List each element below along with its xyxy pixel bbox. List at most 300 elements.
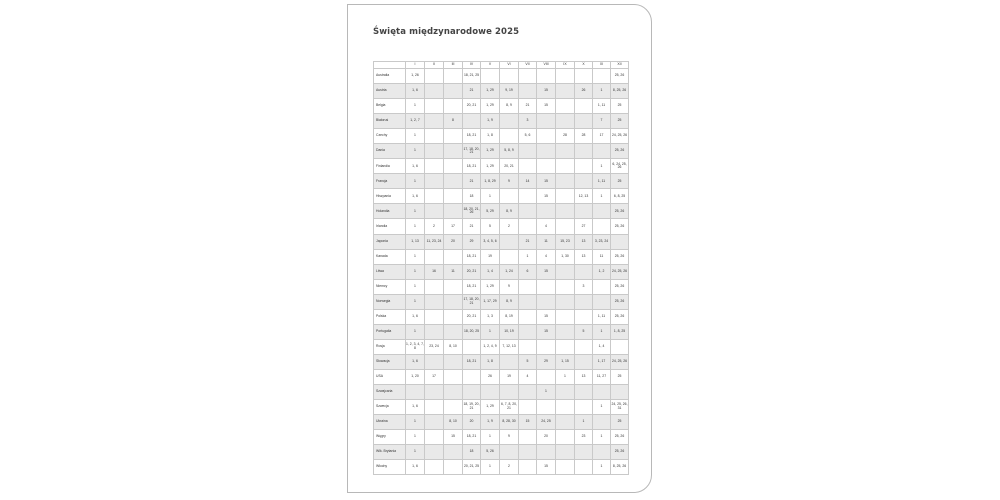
holiday-cell (575, 400, 593, 415)
holiday-cell (444, 460, 463, 475)
holiday-cell: 1 (593, 460, 611, 475)
holiday-cell: 1 (406, 174, 425, 189)
holiday-cell (444, 324, 463, 339)
holiday-cell: 15, 23 (556, 234, 575, 249)
holiday-cell: 18, 19, 20, 21 (463, 400, 481, 415)
holiday-cell: 5 (575, 324, 593, 339)
holiday-cell: 20, 21 (463, 99, 481, 114)
country-name: Włochy (374, 460, 406, 475)
holiday-cell (425, 460, 444, 475)
table-row (374, 84, 629, 99)
holiday-cell (500, 249, 519, 264)
holiday-cell (444, 369, 463, 384)
country-name: Austria (374, 84, 406, 99)
holiday-cell: 8, 9 (500, 294, 519, 309)
holiday-cell (500, 114, 519, 129)
holiday-cell (537, 204, 556, 219)
holiday-cell: 1 (406, 144, 425, 159)
holiday-cell: 15 (537, 264, 556, 279)
holiday-cell: 8, 9 (500, 204, 519, 219)
month-header: XI (593, 62, 611, 69)
holiday-cell (519, 159, 537, 174)
table-row (374, 445, 629, 460)
month-header: I (406, 62, 425, 69)
country-name: Irlandia (374, 219, 406, 234)
holiday-cell (556, 219, 575, 234)
table-header-row (374, 62, 629, 69)
month-header: III (444, 62, 463, 69)
holiday-cell (575, 309, 593, 324)
holiday-cell (537, 129, 556, 144)
holiday-cell: 5, 26 (481, 445, 500, 460)
holiday-cell (519, 219, 537, 234)
holiday-cell (556, 114, 575, 129)
holiday-cell: 20, 21 (463, 264, 481, 279)
holiday-cell: 24, 25 (537, 415, 556, 430)
table-row (374, 249, 629, 264)
holiday-cell: 7, 12, 13 (500, 339, 519, 354)
holiday-cell: 25, 26 (611, 309, 629, 324)
holiday-cell: 2 (425, 219, 444, 234)
table-row (374, 174, 629, 189)
table-row (374, 99, 629, 114)
holiday-cell (611, 234, 629, 249)
holiday-cell (444, 99, 463, 114)
holiday-cell (463, 114, 481, 129)
holiday-cell (575, 99, 593, 114)
holiday-cell: 28 (575, 129, 593, 144)
holiday-cell: 14 (519, 174, 537, 189)
holiday-cell (556, 400, 575, 415)
holiday-cell (537, 69, 556, 84)
holiday-cell: 25, 26 (611, 249, 629, 264)
month-header: VI (500, 62, 519, 69)
holiday-cell: 1 (519, 249, 537, 264)
holiday-cell: 15 (537, 99, 556, 114)
month-header: XII (611, 62, 629, 69)
holiday-cell (425, 144, 444, 159)
holiday-cell (611, 384, 629, 399)
holiday-cell: 23 (575, 430, 593, 445)
holiday-cell: 18, 21 (463, 159, 481, 174)
holiday-cell: 4 (537, 219, 556, 234)
holiday-cell: 1, 6 (406, 84, 425, 99)
holiday-cell: 29 (463, 234, 481, 249)
holiday-cell (519, 324, 537, 339)
holiday-cell (519, 84, 537, 99)
table-row (374, 339, 629, 354)
holiday-cell: 1, 29 (481, 279, 500, 294)
holiday-cell: 17 (444, 219, 463, 234)
holiday-cell (463, 369, 481, 384)
holiday-cell: 9 (500, 279, 519, 294)
holiday-cell (556, 279, 575, 294)
table-row (374, 415, 629, 430)
holiday-cell (444, 309, 463, 324)
holiday-cell (500, 384, 519, 399)
holiday-cell: 15 (519, 415, 537, 430)
table-row (374, 234, 629, 249)
holiday-cell: 9 (500, 430, 519, 445)
holiday-cell (575, 174, 593, 189)
holiday-cell (519, 445, 537, 460)
holiday-cell (519, 204, 537, 219)
holiday-cell: 1 (406, 430, 425, 445)
holiday-cell: 18, 21 (463, 354, 481, 369)
holiday-cell (500, 189, 519, 204)
holiday-cell: 1, 20 (406, 369, 425, 384)
holiday-cell: 1, 24 (500, 264, 519, 279)
holiday-cell (444, 174, 463, 189)
page-title: Święta międzynarodowe 2025 (373, 27, 520, 37)
holiday-cell: 15 (537, 324, 556, 339)
holiday-cell: 25 (611, 114, 629, 129)
holiday-cell (556, 84, 575, 99)
holiday-cell (444, 159, 463, 174)
month-header: VII (519, 62, 537, 69)
holiday-cell: 13 (575, 249, 593, 264)
table-row (374, 189, 629, 204)
holiday-cell: 8, 10 (444, 339, 463, 354)
holiday-cell (556, 339, 575, 354)
holiday-cell: 1 (593, 84, 611, 99)
holiday-cell (537, 294, 556, 309)
holiday-cell (537, 159, 556, 174)
holiday-cell (593, 294, 611, 309)
country-name: Słowacja (374, 354, 406, 369)
holiday-cell: 2 (500, 460, 519, 475)
country-name: Wlk. Brytania (374, 445, 406, 460)
holiday-cell (444, 144, 463, 159)
holiday-cell (556, 415, 575, 430)
holiday-cell (519, 339, 537, 354)
holiday-cell: 20, 21 (500, 159, 519, 174)
holiday-cell (444, 84, 463, 99)
holiday-cell: 15 (537, 189, 556, 204)
calendar-page (347, 4, 652, 493)
holiday-cell: 18, 21 (463, 430, 481, 445)
holiday-cell (444, 445, 463, 460)
holiday-cell: 1, 6 (406, 354, 425, 369)
country-name: Hiszpania (374, 189, 406, 204)
holiday-cell (425, 189, 444, 204)
holiday-cell: 1, 11 (593, 309, 611, 324)
holiday-cell (556, 99, 575, 114)
holiday-cell (444, 279, 463, 294)
holiday-cell: 15 (537, 309, 556, 324)
holiday-cell: 29 (537, 354, 556, 369)
holiday-cell: 3, 23, 24 (593, 234, 611, 249)
holiday-cell: 18, 20, 25 (463, 324, 481, 339)
holiday-cell: 1, 6 (406, 189, 425, 204)
holiday-cell: 25, 26 (611, 144, 629, 159)
holiday-cell: 1 (406, 249, 425, 264)
holiday-cell: 5 (481, 219, 500, 234)
holiday-cell (500, 354, 519, 369)
holiday-cell (556, 159, 575, 174)
holiday-cell (444, 384, 463, 399)
holiday-cell: 5, 6 (519, 129, 537, 144)
month-header: IX (556, 62, 575, 69)
holiday-cell (575, 460, 593, 475)
holiday-cell (537, 339, 556, 354)
holiday-cell: 5, 29 (481, 204, 500, 219)
holiday-cell: 25 (611, 99, 629, 114)
holiday-cell (425, 204, 444, 219)
holiday-cell: 17, 18, 20, 21 (463, 144, 481, 159)
holiday-cell (481, 384, 500, 399)
holiday-cell (519, 144, 537, 159)
holiday-cell (444, 249, 463, 264)
holiday-cell: 1, 29 (481, 400, 500, 415)
holiday-cell (519, 460, 537, 475)
holiday-cell: 16 (425, 264, 444, 279)
country-name: Szwecja (374, 400, 406, 415)
country-name: Japonia (374, 234, 406, 249)
country-name: Polska (374, 309, 406, 324)
holiday-cell: 3 (575, 279, 593, 294)
holiday-cell: 1, 6 (406, 159, 425, 174)
holiday-cell: 1, 6 (406, 309, 425, 324)
holiday-cell (537, 279, 556, 294)
holiday-cell (444, 354, 463, 369)
holiday-cell (556, 189, 575, 204)
holiday-cell: 1, 13 (406, 234, 425, 249)
holiday-cell: 26 (481, 369, 500, 384)
country-name: Norwegia (374, 294, 406, 309)
holiday-cell: 1 (593, 189, 611, 204)
holiday-cell: 9, 19 (500, 84, 519, 99)
holiday-cell: 21 (463, 84, 481, 99)
country-name: Kanada (374, 249, 406, 264)
holiday-cell: 25, 26 (611, 69, 629, 84)
holiday-cell: 1 (593, 430, 611, 445)
holiday-cell: 17, 18, 20, 21 (463, 294, 481, 309)
holiday-cell: 24, 25, 26 (611, 129, 629, 144)
holiday-cell: 8, 28, 30 (500, 415, 519, 430)
table-row (374, 430, 629, 445)
holiday-cell: 6, 7, 8, 20, 21 (500, 400, 519, 415)
holiday-cell: 21 (463, 219, 481, 234)
holiday-cell: 4 (519, 369, 537, 384)
holiday-cell: 12, 13 (575, 189, 593, 204)
holiday-cell (556, 264, 575, 279)
holiday-cell: 1 (406, 204, 425, 219)
holiday-cell (500, 234, 519, 249)
holiday-cell: 20, 21, 25 (463, 460, 481, 475)
holiday-cell: 1 (593, 159, 611, 174)
holiday-cell: 8, 25, 26 (611, 460, 629, 475)
holiday-cell (575, 264, 593, 279)
holiday-cell: 25, 26 (611, 294, 629, 309)
holiday-cell: 1, 6 (406, 400, 425, 415)
holiday-cell: 1, 15 (556, 354, 575, 369)
holiday-cell: 18 (463, 189, 481, 204)
table-row (374, 69, 629, 84)
month-header: IV (463, 62, 481, 69)
holiday-cell: 18, 21 (463, 279, 481, 294)
holiday-cell (519, 69, 537, 84)
holiday-cell (406, 384, 425, 399)
holiday-cell (556, 204, 575, 219)
holiday-cell: 11 (537, 234, 556, 249)
table-row (374, 294, 629, 309)
holiday-cell (425, 294, 444, 309)
holiday-cell (425, 69, 444, 84)
holiday-cell (575, 339, 593, 354)
holiday-cell (425, 445, 444, 460)
holiday-cell: 17 (593, 129, 611, 144)
holiday-cell: 18, 21, 25 (463, 69, 481, 84)
holiday-cell (556, 445, 575, 460)
holiday-cell: 6 (519, 264, 537, 279)
holiday-cell (519, 400, 537, 415)
holiday-cell: 24, 25, 26, 31 (611, 400, 629, 415)
holiday-cell: 13 (575, 234, 593, 249)
holiday-cell (556, 309, 575, 324)
holiday-cell (425, 174, 444, 189)
holiday-cell (500, 129, 519, 144)
holiday-cell (575, 114, 593, 129)
holiday-cell: 4 (537, 249, 556, 264)
holiday-cell: 25, 26 (611, 430, 629, 445)
holiday-cell (537, 445, 556, 460)
holiday-cell: 1 (406, 294, 425, 309)
holiday-cell: 18, 21 (463, 129, 481, 144)
holiday-cell (444, 129, 463, 144)
holiday-cell (425, 384, 444, 399)
holiday-cell: 24, 25, 26 (611, 264, 629, 279)
holiday-cell (425, 415, 444, 430)
holiday-cell: 7 (593, 114, 611, 129)
month-header: X (575, 62, 593, 69)
holiday-cell (463, 339, 481, 354)
holiday-cell: 11 (444, 264, 463, 279)
holiday-cell: 20, 21 (463, 309, 481, 324)
holiday-cell: 1, 4 (481, 264, 500, 279)
holiday-cell: 25 (611, 369, 629, 384)
holiday-cell: 10, 19 (500, 324, 519, 339)
holiday-cell (537, 400, 556, 415)
holiday-cell (556, 294, 575, 309)
holiday-cell: 1, 11 (593, 99, 611, 114)
holiday-cell: 25, 26 (611, 219, 629, 234)
holiday-cell (593, 219, 611, 234)
holiday-cell (425, 129, 444, 144)
holiday-cell: 1, 2 (593, 264, 611, 279)
holiday-cell: 15 (537, 84, 556, 99)
holiday-cell: 1, 2, 7 (406, 114, 425, 129)
holiday-cell (500, 445, 519, 460)
holiday-cell: 1 (406, 324, 425, 339)
holiday-cell (593, 279, 611, 294)
holidays-table (373, 61, 629, 475)
holiday-cell: 1, 2, 4, 9 (481, 339, 500, 354)
holiday-cell: 24, 25, 26 (611, 354, 629, 369)
holiday-cell (519, 309, 537, 324)
holiday-cell: 1 (537, 384, 556, 399)
holiday-cell (537, 144, 556, 159)
holiday-cell (575, 294, 593, 309)
holiday-cell: 1, 8 (481, 354, 500, 369)
holiday-cell: 15 (444, 430, 463, 445)
holiday-cell (425, 84, 444, 99)
holiday-cell (500, 69, 519, 84)
holiday-cell (444, 69, 463, 84)
holiday-cell: 2 (500, 219, 519, 234)
holiday-cell (575, 144, 593, 159)
holiday-cell (425, 99, 444, 114)
holiday-cell (593, 415, 611, 430)
holiday-cell (519, 294, 537, 309)
header-corner (374, 62, 406, 69)
holiday-cell: 1, 9 (481, 114, 500, 129)
table-row (374, 264, 629, 279)
holiday-cell: 1 (406, 129, 425, 144)
holiday-cell: 1, 29 (481, 84, 500, 99)
holiday-cell: 5, 8, 9 (500, 144, 519, 159)
holiday-cell: 1, 29 (481, 159, 500, 174)
holiday-cell: 15 (537, 174, 556, 189)
holiday-cell: 9 (500, 174, 519, 189)
holiday-cell: 25, 26 (611, 445, 629, 460)
holiday-cell: 1 (406, 415, 425, 430)
table-row (374, 324, 629, 339)
holiday-cell (444, 189, 463, 204)
holiday-cell (425, 279, 444, 294)
holiday-cell: 25 (611, 174, 629, 189)
holiday-cell: 1, 6 (406, 460, 425, 475)
month-header: V (481, 62, 500, 69)
holiday-cell: 27 (575, 219, 593, 234)
holiday-cell: 1, 29 (481, 144, 500, 159)
table-row (374, 309, 629, 324)
holiday-cell: 25, 26 (611, 204, 629, 219)
country-name: USA (374, 369, 406, 384)
holiday-cell (593, 204, 611, 219)
holiday-cell (519, 189, 537, 204)
holiday-cell (575, 204, 593, 219)
holiday-cell (556, 144, 575, 159)
country-name: Francja (374, 174, 406, 189)
holiday-cell (425, 400, 444, 415)
holiday-cell (556, 460, 575, 475)
holiday-cell (575, 159, 593, 174)
holiday-cell: 21 (463, 174, 481, 189)
holiday-cell (519, 279, 537, 294)
holiday-cell: 1 (593, 324, 611, 339)
holiday-cell (444, 400, 463, 415)
holiday-cell (593, 445, 611, 460)
holiday-cell (425, 249, 444, 264)
holiday-cell: 1, 29 (481, 99, 500, 114)
holiday-cell (425, 159, 444, 174)
holiday-cell: 5 (519, 354, 537, 369)
holiday-cell: 8, 19 (500, 309, 519, 324)
holiday-cell (556, 324, 575, 339)
holiday-cell: 1, 17 (593, 354, 611, 369)
holiday-cell: 19 (500, 369, 519, 384)
holiday-cell: 6, 8, 25 (611, 189, 629, 204)
table-row (374, 204, 629, 219)
country-name: Australia (374, 69, 406, 84)
holiday-cell (575, 384, 593, 399)
holiday-cell: 1, 17, 29 (481, 294, 500, 309)
holiday-cell: 17 (425, 369, 444, 384)
holiday-cell: 1 (406, 279, 425, 294)
holiday-cell: 11, 23, 24 (425, 234, 444, 249)
holiday-cell (556, 430, 575, 445)
